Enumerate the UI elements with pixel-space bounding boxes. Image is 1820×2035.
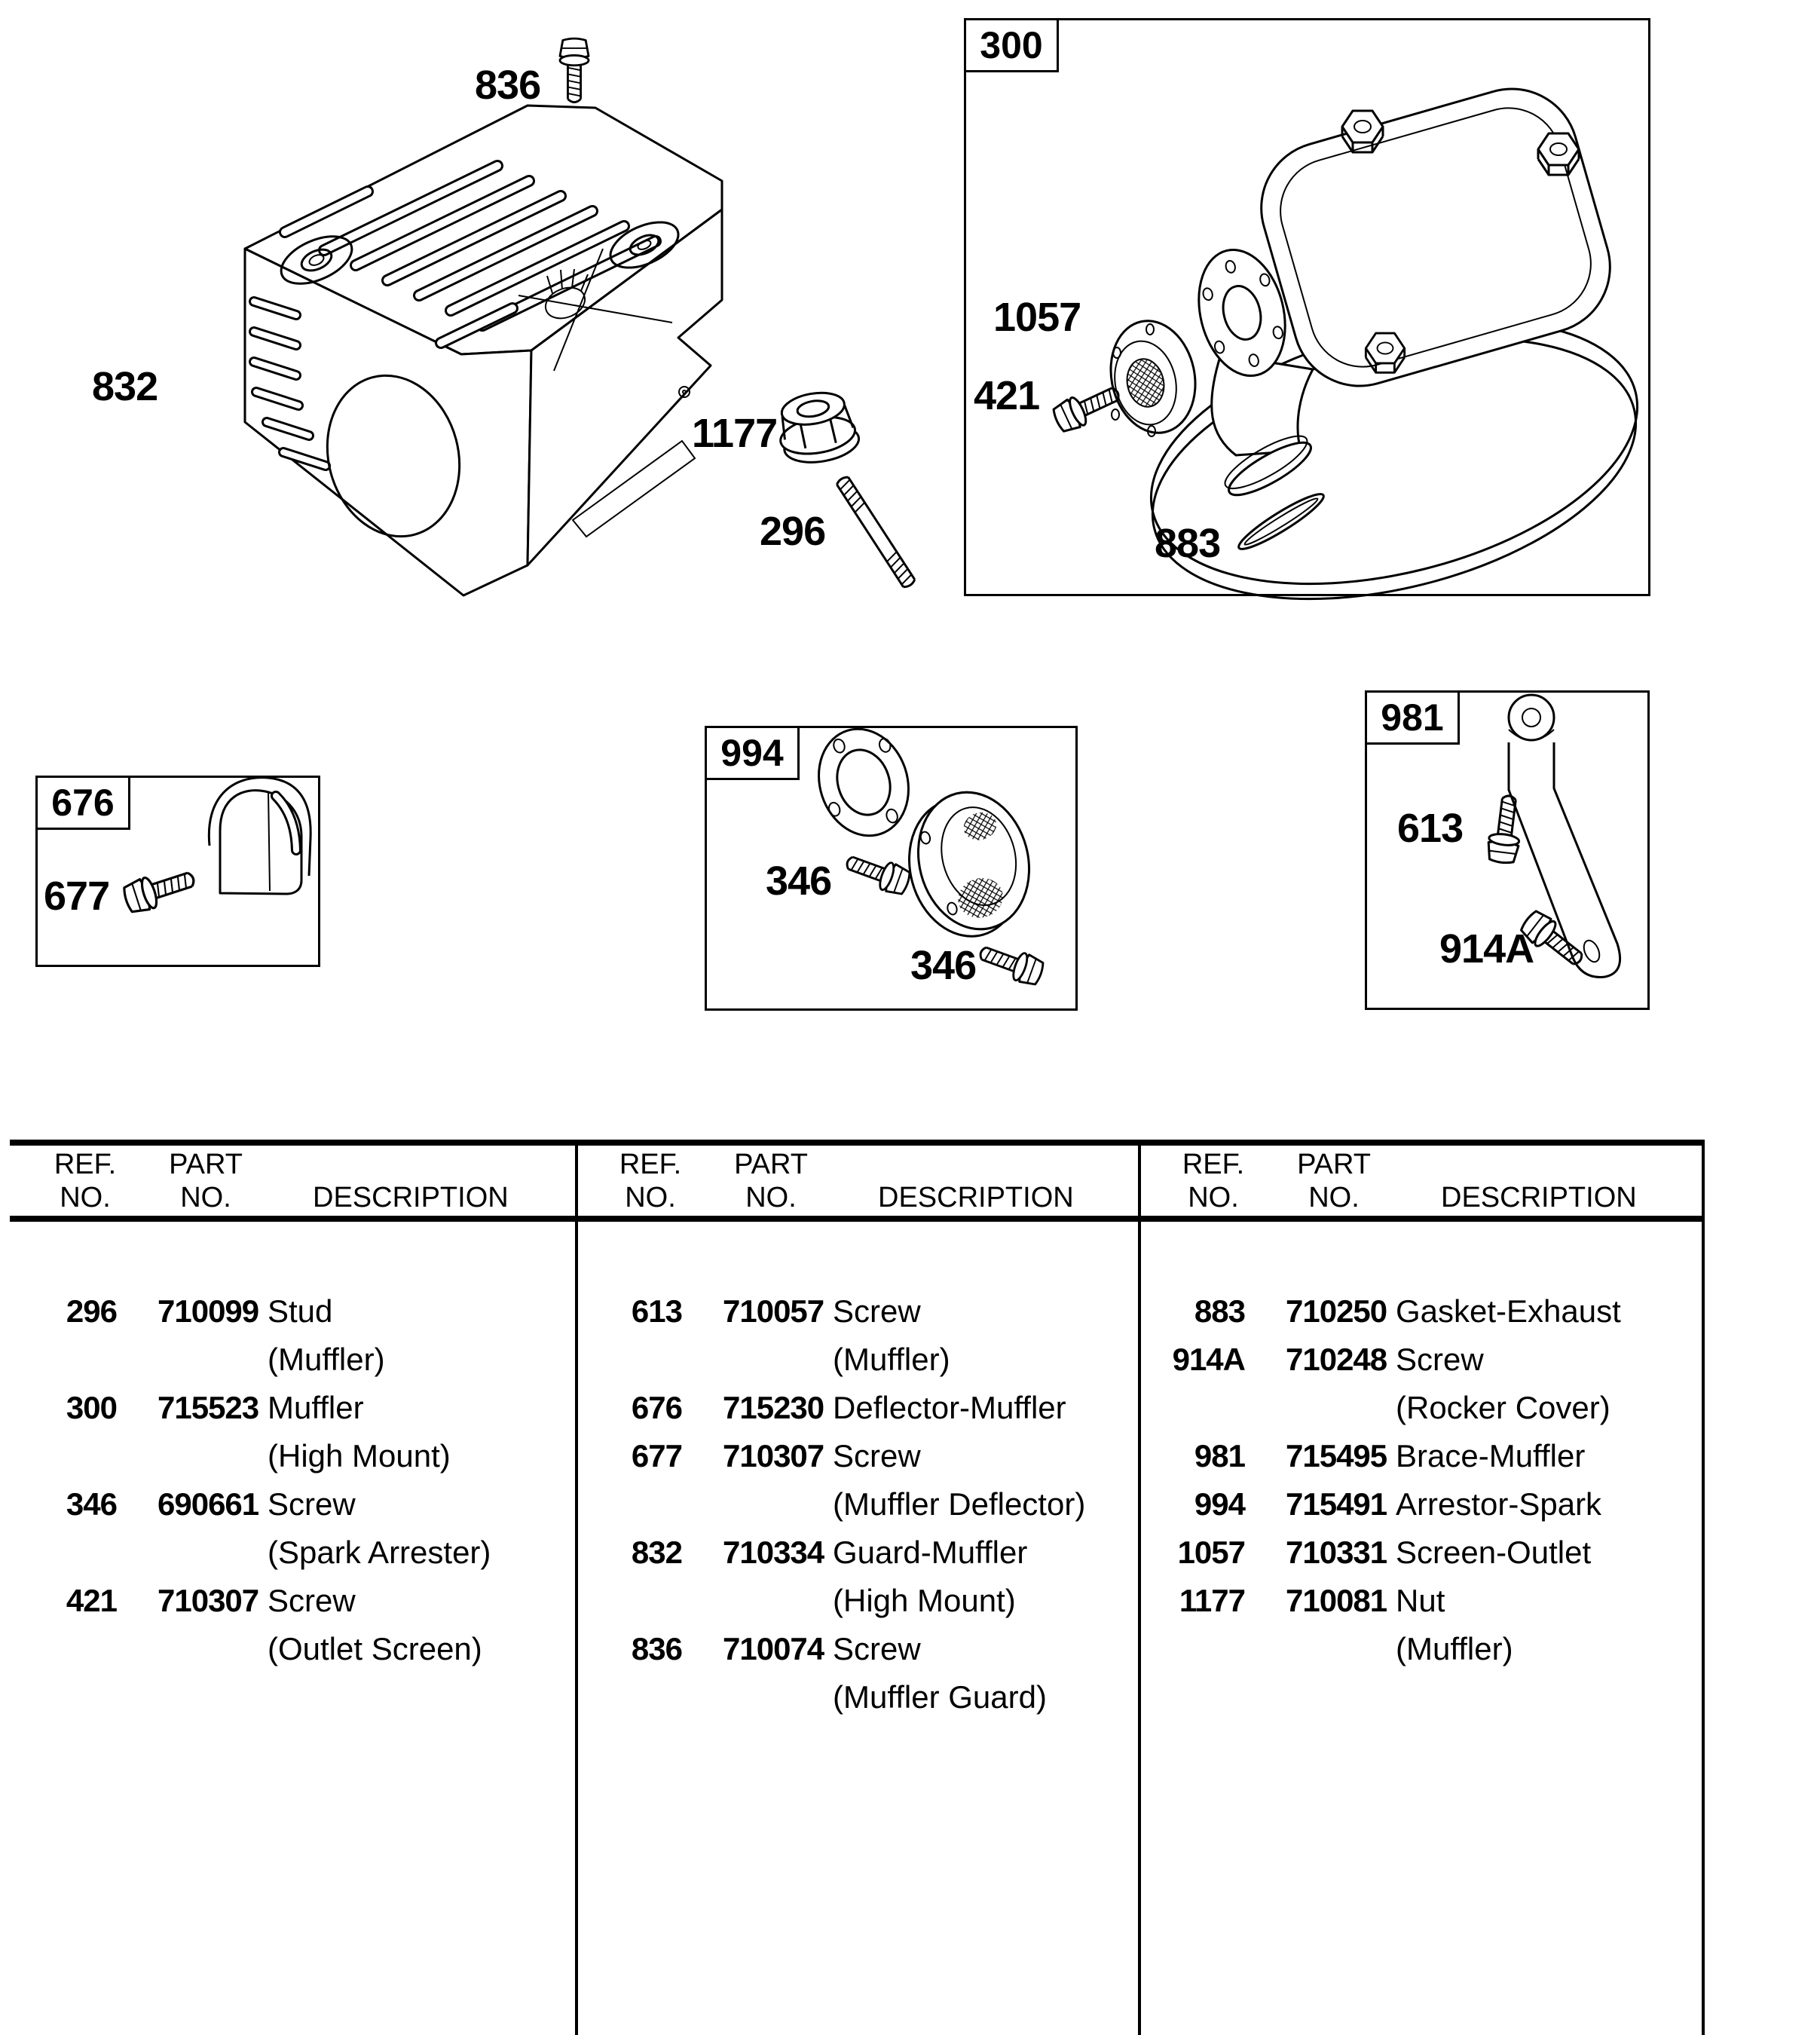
part-no-cell: 710307 <box>158 1583 259 1618</box>
table-line <box>1138 1529 1702 1577</box>
table-header <box>575 1140 1138 1216</box>
description-cell: Brace-Muffler <box>1396 1438 1586 1473</box>
part-no-cell: 710248 <box>1286 1342 1387 1377</box>
callout-296: 296 <box>760 509 826 554</box>
ref-no-cell: 676 <box>631 1390 682 1425</box>
description-cell: Screen-Outlet <box>1396 1535 1592 1570</box>
description-cell: Stud <box>268 1293 333 1329</box>
table-header <box>1138 1140 1702 1216</box>
table-line <box>575 1384 1138 1432</box>
table-line <box>575 1577 1138 1625</box>
description-cell: (Spark Arrester) <box>268 1535 491 1570</box>
description-cell: (Rocker Cover) <box>1396 1390 1610 1425</box>
description-cell: Screw <box>833 1293 921 1329</box>
part-no-cell: 710307 <box>723 1438 824 1473</box>
table-line <box>1138 1432 1702 1480</box>
table-line <box>575 1336 1138 1384</box>
table-line <box>575 1287 1138 1336</box>
ref-no-cell: 832 <box>631 1535 682 1570</box>
description-cell: Screw <box>268 1583 356 1618</box>
description-cell: (Muffler) <box>1396 1631 1513 1666</box>
table-line <box>1138 1336 1702 1384</box>
ref-no-header: REF. <box>54 1149 117 1180</box>
table-line <box>1138 1625 1702 1673</box>
flange-nut-1177-drawing <box>773 387 861 468</box>
muffler-guard-drawing <box>245 106 722 595</box>
part-no-header: PART <box>734 1149 808 1180</box>
table-section-1 <box>10 1140 575 2035</box>
screw-421-drawing <box>1051 379 1124 435</box>
description-cell: Gasket-Exhaust <box>1396 1293 1621 1329</box>
table-line <box>10 1384 575 1432</box>
ref-no-cell: 1177 <box>1179 1583 1245 1618</box>
description-cell: Screw <box>268 1486 356 1522</box>
screw-346-drawing <box>976 939 1045 988</box>
table-line <box>1138 1384 1702 1432</box>
part-no-header: NO. <box>180 1182 231 1213</box>
stud-296-drawing <box>836 476 916 589</box>
part-no-cell: 710057 <box>723 1293 824 1329</box>
table-line <box>1138 1480 1702 1529</box>
description-cell: (Muffler Guard) <box>833 1679 1047 1715</box>
deflector-676-drawing <box>209 778 310 894</box>
ref-no-header: NO. <box>1188 1182 1239 1213</box>
ref-no-cell: 981 <box>1194 1438 1245 1473</box>
description-cell: Screw <box>833 1631 921 1666</box>
part-no-cell: 715230 <box>723 1390 824 1425</box>
description-cell: (High Mount) <box>833 1583 1016 1618</box>
table-line <box>575 1625 1138 1673</box>
part-no-cell: 710250 <box>1286 1293 1387 1329</box>
table-line <box>10 1625 575 1673</box>
table-line <box>575 1432 1138 1480</box>
part-no-cell: 715491 <box>1286 1486 1387 1522</box>
arrestor-flange-plate-drawing <box>806 718 922 848</box>
description-cell: Guard-Muffler <box>833 1535 1028 1570</box>
ref-no-cell: 914A <box>1172 1342 1245 1377</box>
part-box-label-300: 300 <box>964 18 1059 72</box>
table-line <box>10 1577 575 1625</box>
part-box-label-676: 676 <box>35 776 130 830</box>
ref-no-cell: 296 <box>66 1293 117 1329</box>
screw-346-drawing <box>843 849 912 898</box>
callout-1057: 1057 <box>993 295 1081 340</box>
spark-arrestor-screen-drawing <box>893 779 1045 948</box>
description-cell: Muffler <box>268 1390 364 1425</box>
ref-no-cell: 994 <box>1194 1486 1245 1522</box>
ref-no-cell: 677 <box>631 1438 682 1473</box>
table-line <box>10 1336 575 1384</box>
table-line <box>1138 1577 1702 1625</box>
callout-914a: 914A <box>1439 926 1534 972</box>
table-section-3 <box>1138 1140 1702 2035</box>
ref-no-cell: 613 <box>631 1293 682 1329</box>
part-no-header: NO. <box>1308 1182 1360 1213</box>
ref-no-cell: 1057 <box>1177 1535 1245 1570</box>
ref-no-header: REF. <box>1182 1149 1245 1180</box>
ref-no-cell: 836 <box>631 1631 682 1666</box>
part-no-cell: 715495 <box>1286 1438 1387 1473</box>
part-box-label-994: 994 <box>705 726 800 780</box>
part-no-cell: 710099 <box>158 1293 259 1329</box>
callout-613: 613 <box>1397 806 1464 851</box>
part-box-label-981: 981 <box>1365 690 1460 745</box>
ref-no-cell: 300 <box>66 1390 117 1425</box>
description-header: DESCRIPTION <box>878 1182 1074 1213</box>
description-cell: Screw <box>1396 1342 1484 1377</box>
table-line <box>1138 1287 1702 1336</box>
table-line <box>575 1673 1138 1721</box>
part-no-cell: 710331 <box>1286 1535 1387 1570</box>
table-header <box>10 1140 575 1216</box>
ref-no-cell: 883 <box>1194 1293 1245 1329</box>
part-no-cell: 710081 <box>1286 1583 1387 1618</box>
callout-346-second: 346 <box>910 943 977 988</box>
table-section-2 <box>575 1140 1138 2035</box>
description-cell: (Muffler Deflector) <box>833 1486 1086 1522</box>
ref-no-cell: 421 <box>66 1583 117 1618</box>
ref-no-header: NO. <box>60 1182 111 1213</box>
callout-1177: 1177 <box>692 411 778 456</box>
part-no-cell: 710334 <box>723 1535 824 1570</box>
description-cell: (High Mount) <box>268 1438 451 1473</box>
callout-677: 677 <box>44 874 110 919</box>
table-line <box>10 1529 575 1577</box>
part-no-header: NO. <box>745 1182 797 1213</box>
table-line <box>10 1432 575 1480</box>
part-no-header: PART <box>169 1149 243 1180</box>
description-cell: Deflector-Muffler <box>833 1390 1066 1425</box>
table-right-border <box>1702 1140 1705 2035</box>
muffler-300-drawing <box>1051 73 1665 644</box>
description-cell: Nut <box>1396 1583 1445 1618</box>
table-line <box>575 1529 1138 1577</box>
part-no-cell: 690661 <box>158 1486 259 1522</box>
ref-no-header: REF. <box>619 1149 682 1180</box>
table-line <box>575 1480 1138 1529</box>
table-line <box>10 1480 575 1529</box>
screw-677-drawing <box>121 864 198 916</box>
ref-no-header: NO. <box>625 1182 676 1213</box>
outlet-screen-1057 <box>1101 313 1206 441</box>
part-no-cell: 715523 <box>158 1390 259 1425</box>
callout-883: 883 <box>1155 521 1221 566</box>
description-cell: (Muffler) <box>833 1342 950 1377</box>
description-cell: (Muffler) <box>268 1342 385 1377</box>
callout-421: 421 <box>974 373 1040 418</box>
callout-346-first: 346 <box>766 858 832 904</box>
table-line <box>10 1287 575 1336</box>
part-no-cell: 710074 <box>723 1631 824 1666</box>
description-header: DESCRIPTION <box>313 1182 509 1213</box>
description-cell: Screw <box>833 1438 921 1473</box>
callout-836: 836 <box>475 63 541 108</box>
part-no-header: PART <box>1297 1149 1371 1180</box>
screw-836-drawing <box>560 38 589 103</box>
description-cell: Arrestor-Spark <box>1396 1486 1602 1522</box>
description-header: DESCRIPTION <box>1441 1182 1637 1213</box>
description-cell: (Outlet Screen) <box>268 1631 482 1666</box>
ref-no-cell: 346 <box>66 1486 117 1522</box>
callout-832: 832 <box>92 364 158 409</box>
